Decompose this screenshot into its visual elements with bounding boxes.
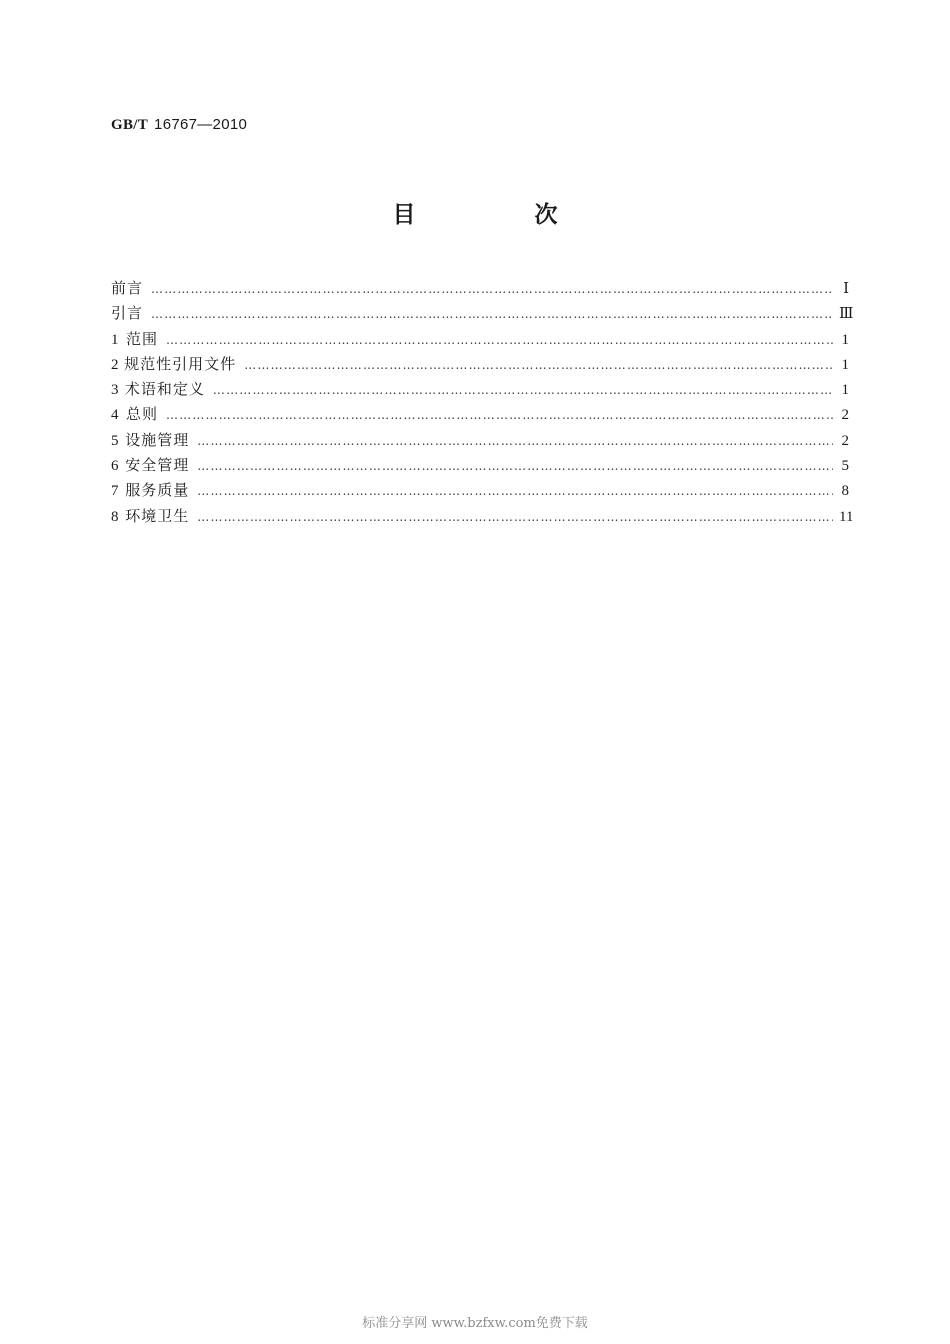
toc-entry-label: 设施管理 <box>125 430 190 449</box>
toc-entry-label: 环境卫生 <box>125 506 190 525</box>
toc-entry-label: 总则 <box>125 405 158 424</box>
toc-leader-dots <box>197 505 833 530</box>
toc-entry-label: 服务质量 <box>125 481 190 500</box>
toc-list <box>111 276 854 529</box>
toc-entry-number: 4 <box>111 407 119 424</box>
toc-entry-page: 2 <box>841 432 849 449</box>
toc-entry-general[interactable] <box>111 402 849 427</box>
toc-leader-dots <box>166 403 833 428</box>
toc-leader-dots <box>213 378 833 403</box>
toc-leader-dots <box>166 328 833 353</box>
toc-entry-page: Ⅰ <box>843 281 849 297</box>
toc-entry-label: 前言 <box>111 279 144 297</box>
toc-entry-number: 6 <box>111 458 119 475</box>
toc-entry-facility-management[interactable] <box>111 428 849 453</box>
toc-entry-number: 1 <box>111 331 119 348</box>
toc-entry-page: 1 <box>841 356 849 373</box>
standard-number: 16767—2010 <box>154 116 248 133</box>
toc-entry-scope[interactable] <box>111 327 849 352</box>
toc-entry-number: 2 <box>111 356 119 373</box>
toc-entry-safety-management[interactable] <box>111 453 849 478</box>
standard-code <box>111 115 247 134</box>
toc-title: 目 次 <box>392 202 606 228</box>
toc-entry-page: 5 <box>841 458 849 475</box>
toc-entry-normative-references[interactable] <box>111 352 849 377</box>
toc-entry-foreword[interactable] <box>111 276 849 301</box>
toc-entry-number: 7 <box>111 483 119 500</box>
toc-entry-page: 8 <box>841 483 849 500</box>
footer-watermark: 标准分享网 www.bzfxw.com免费下载 <box>362 1316 588 1331</box>
toc-leader-dots <box>197 429 833 454</box>
toc-entry-label: 引言 <box>111 304 144 323</box>
toc-entry-label: 安全管理 <box>125 456 190 475</box>
toc-leader-dots <box>197 479 833 504</box>
toc-entry-environmental-hygiene[interactable] <box>111 504 854 529</box>
toc-entry-page: 1 <box>841 382 849 399</box>
toc-entry-page: 11 <box>839 508 854 525</box>
toc-entry-number: 3 <box>111 382 119 399</box>
toc-entry-number: 5 <box>111 432 119 449</box>
toc-entry-introduction[interactable] <box>111 301 854 326</box>
toc-entry-page: 1 <box>841 331 849 348</box>
toc-entry-number: 8 <box>111 508 119 525</box>
standard-prefix: GB/T <box>111 117 149 133</box>
toc-entry-label: 术语和定义 <box>124 380 205 399</box>
toc-leader-dots <box>151 302 833 327</box>
toc-leader-dots <box>151 277 833 302</box>
toc-entry-page: 2 <box>841 407 849 424</box>
toc-entry-page: Ⅲ <box>839 306 854 323</box>
toc-entry-label: 范围 <box>125 329 158 348</box>
toc-entry-label: 规范性引用文件 <box>124 354 237 373</box>
toc-entry-terms-definitions[interactable] <box>111 377 849 402</box>
toc-leader-dots <box>197 454 833 479</box>
toc-entry-service-quality[interactable] <box>111 478 849 503</box>
toc-leader-dots <box>244 353 833 378</box>
